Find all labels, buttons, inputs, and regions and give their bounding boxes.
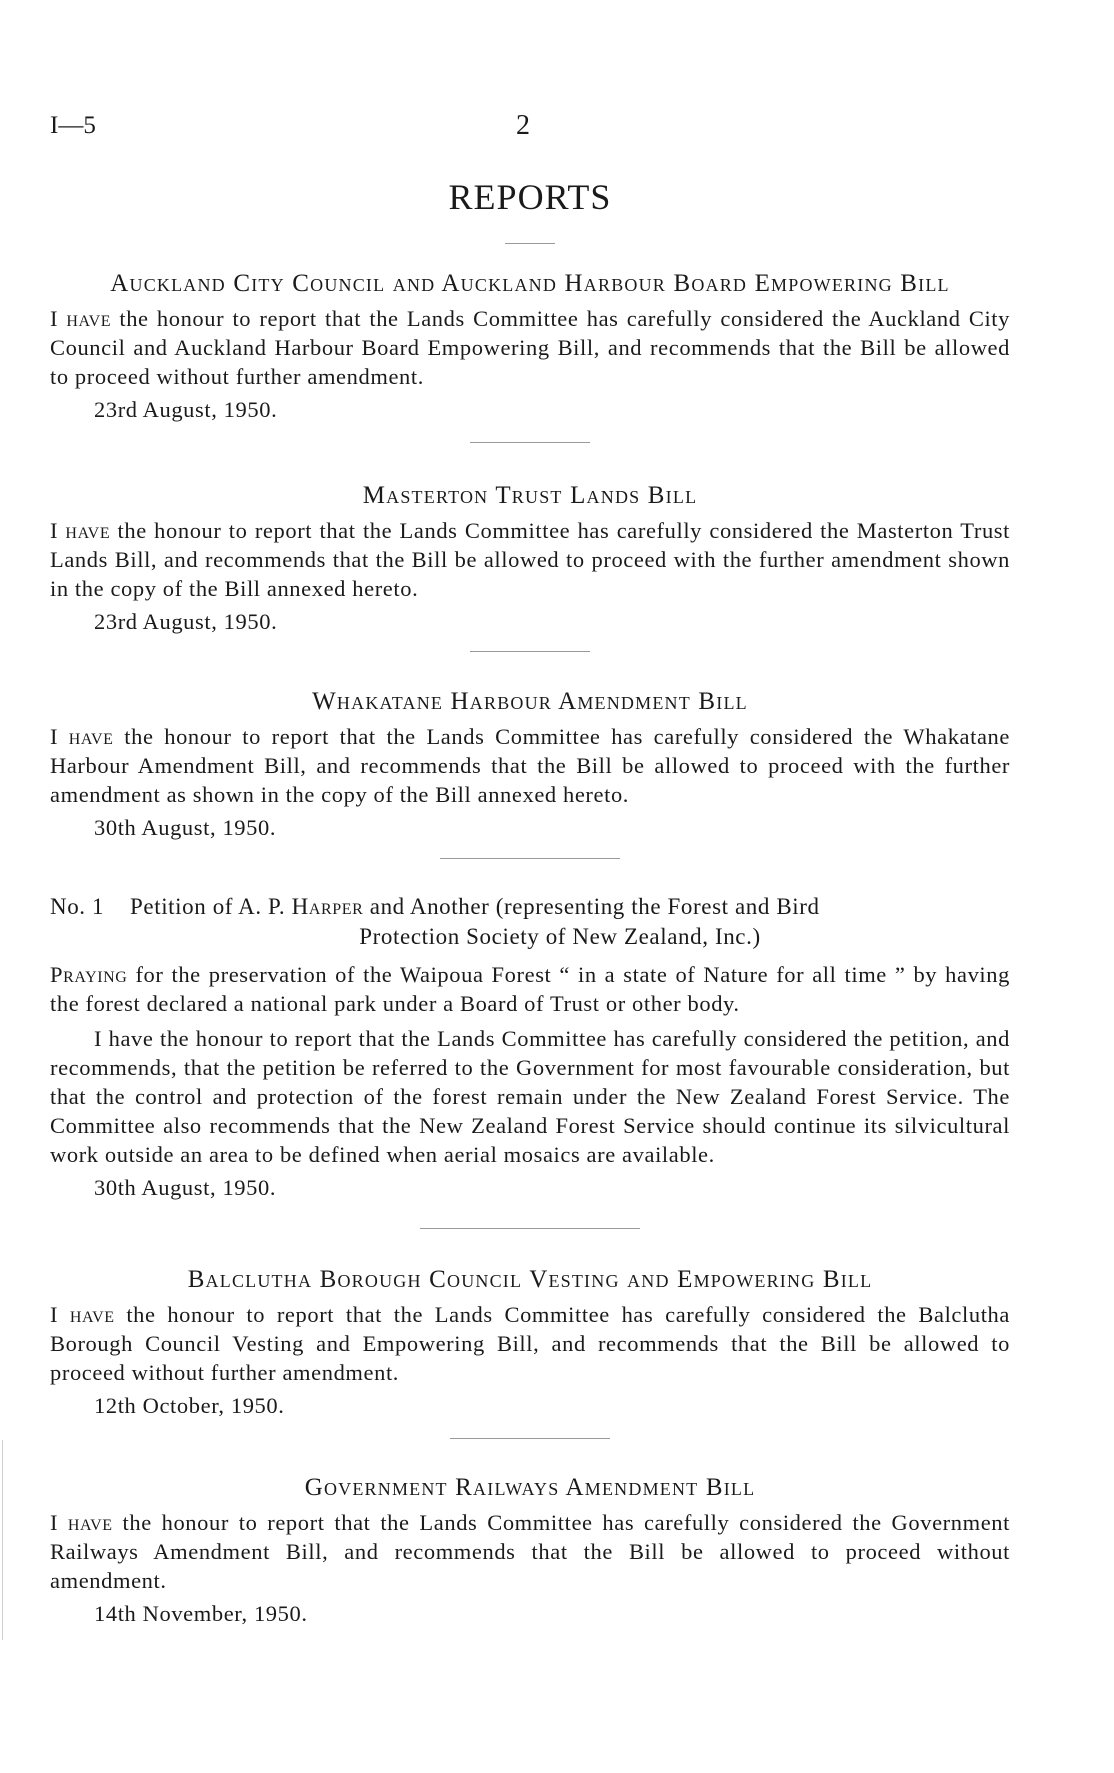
section-divider xyxy=(450,1438,610,1439)
paper-reference: I—5 xyxy=(50,112,96,139)
petition-prayer: Praying for the preservation of the Waipoua Forest “ in a state of Nature for all time ” by having the forest declared a national park under a Board of Trust or other body. xyxy=(50,962,1010,1016)
section-text: the honour to report that the Lands Committee has carefully considered the Auckland City Council and Auckland Harbour Board Empowering Bill, and recommends that the Bill be allowed to proceed without further amendment. xyxy=(50,306,1010,389)
petition-harper xyxy=(50,892,1010,1201)
petition-lead: Praying xyxy=(50,962,128,987)
report-balclutha xyxy=(50,1266,1010,1419)
petition-number: No. 1 xyxy=(50,894,105,919)
document-page xyxy=(50,0,1010,1773)
section-body xyxy=(50,304,1010,391)
petition-heading-line1: No. 1 Petition of A. P. Harper and Another (representing the Forest and Bird xyxy=(50,892,1010,922)
section-date: 23rd August, 1950. xyxy=(94,609,278,634)
report-auckland xyxy=(50,270,1010,423)
scan-edge xyxy=(2,1440,3,1640)
section-text: the honour to report that the Lands Committee has carefully considered the Masterton Trust Lands Bill, and recommends that the Bill be allowed to proceed with the further amendment shown in the copy of the Bill annexed hereto. xyxy=(50,518,1011,601)
report-railways xyxy=(50,1474,1010,1627)
section-divider xyxy=(420,1228,640,1229)
section-date: 14th November, 1950. xyxy=(94,1601,308,1626)
page-title: REPORTS xyxy=(448,177,612,217)
report-masterton xyxy=(50,482,1010,635)
section-text: the honour to report that the Lands Committee has carefully considered the Whakatane Harbour Amendment Bill, and recommends that the Bill be allowed to proceed with the further amendment as shown in the copy of the Bill annexed hereto. xyxy=(50,724,1010,807)
section-lead: I have xyxy=(50,1510,113,1535)
section-divider xyxy=(440,858,620,859)
section-body xyxy=(50,1508,1010,1595)
section-date: 23rd August, 1950. xyxy=(94,397,278,422)
petitioner-name: Harper xyxy=(291,894,364,919)
section-title: Whakatane Harbour Amendment Bill xyxy=(312,688,748,715)
section-title: Balclutha Borough Council Vesting and Empowering Bill xyxy=(187,1266,873,1293)
section-lead: I have xyxy=(50,306,112,331)
section-date: 30th August, 1950. xyxy=(94,815,277,840)
title-divider xyxy=(505,243,555,244)
section-lead: I have xyxy=(50,1302,115,1327)
section-text: the honour to report that the Lands Committee has carefully considered the Government Railways Amendment Bill, and recommends that the Bill be allowed to proceed without amendment. xyxy=(50,1510,1011,1593)
section-text: the honour to report that the Lands Committee has carefully considered the Balclutha Borough Council Vesting and Empowering Bill, and recommends that the Bill be allowed to proceed without further amendment. xyxy=(50,1302,1010,1385)
petition-heading-line2: Protection Society of New Zealand, Inc.) xyxy=(359,924,761,949)
section-divider xyxy=(470,442,590,443)
report-whakatane xyxy=(50,688,1010,841)
section-date: 12th October, 1950. xyxy=(94,1393,285,1418)
petition-body: I have the honour to report that the Lands Committee has carefully considered the petition, and recommends, that the petition be referred to the Government for most favourable consideration, but that the control and protection of the forest remain under the New Zealand Forest Service. The Committee also recommends that the New Zealand Forest Service should continue its silvicultural work outside an area to be defined when aerial mosaics are available. xyxy=(50,1026,1010,1167)
section-lead: I have xyxy=(50,724,114,749)
petition-date: 30th August, 1950. xyxy=(94,1175,277,1200)
section-title: Masterton Trust Lands Bill xyxy=(362,482,698,509)
section-body xyxy=(50,516,1010,603)
petition-heading xyxy=(50,892,1010,952)
page-number: 2 xyxy=(516,110,530,141)
section-lead: I have xyxy=(50,518,111,543)
section-body xyxy=(50,722,1010,809)
section-title: Auckland City Council and Auckland Harbour Board Empowering Bill xyxy=(110,270,950,297)
section-title: Government Railways Amendment Bill xyxy=(304,1474,756,1501)
section-divider xyxy=(470,651,590,652)
section-body xyxy=(50,1300,1010,1387)
